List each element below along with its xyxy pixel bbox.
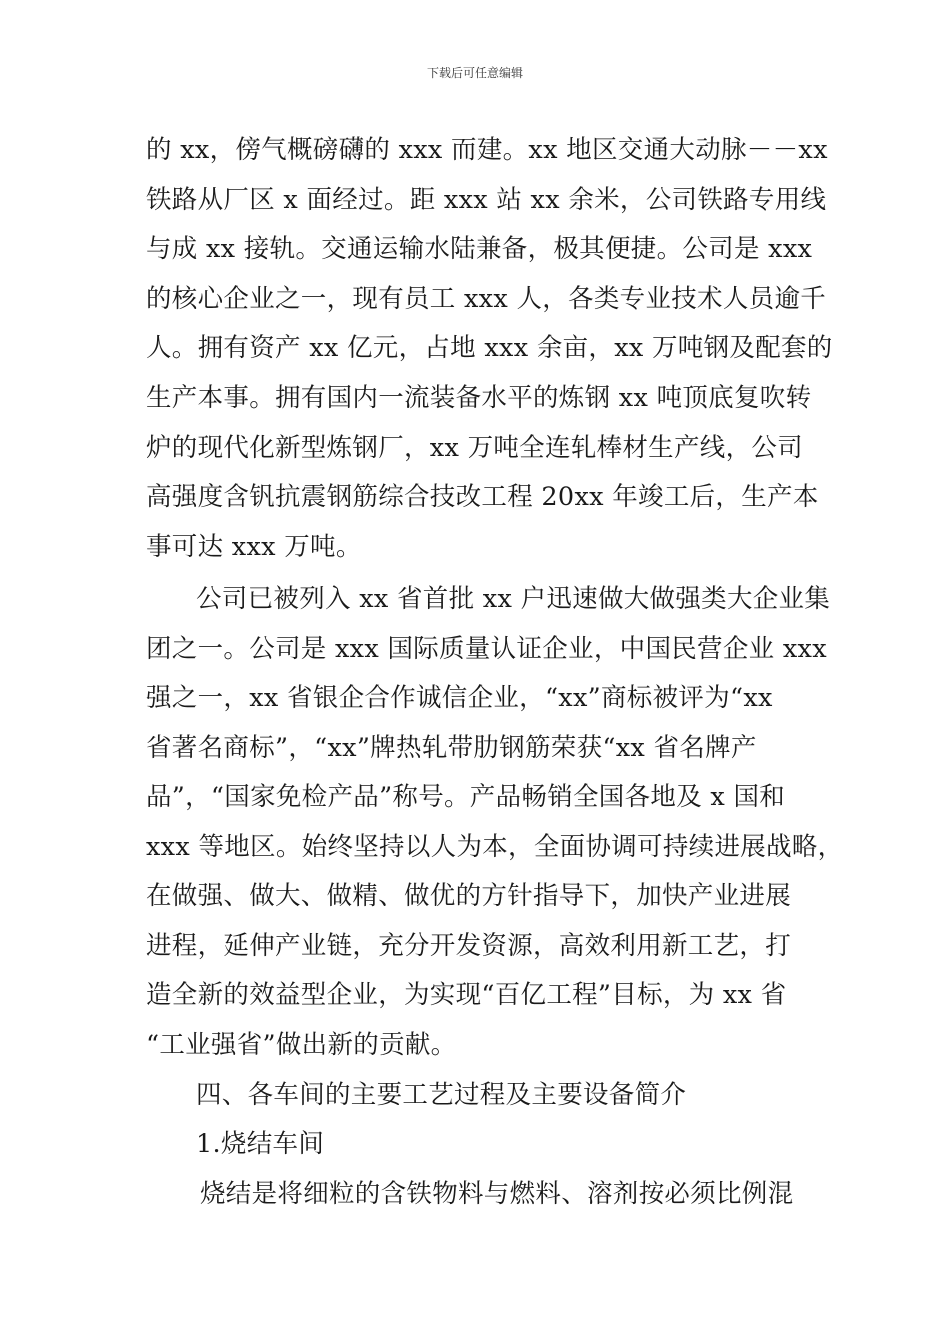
body-text-line: 的 xx，傍气概磅礴的 xxx 而建。xx 地区交通大动脉－－xx: [146, 135, 828, 165]
body-text-line: 生产本事。拥有国内一流装备水平的炼钢 xx 吨顶底复吹转: [146, 383, 812, 413]
page-header: 下载后可任意编辑: [426, 66, 523, 80]
body-text-line: 高强度含钒抗震钢筋综合技改工程 20xx 年竣工后，生产本: [146, 482, 819, 512]
body-text-line: 与成 xx 接轨。交通运输水陆兼备，极其便捷。公司是 xxx: [146, 234, 813, 264]
body-text-line: 省著名商标”，“xx”牌热轧带肋钢筋荣获“xx 省名牌产: [146, 733, 757, 763]
subsection-heading: 1.烧结车间: [196, 1129, 325, 1159]
body-text-line: 团之一。公司是 xxx 国际质量认证企业，中国民营企业 xxx: [146, 634, 827, 664]
body-text-line: 在做强、做大、做精、做优的方针指导下，加快产业进展: [146, 881, 792, 911]
body-text-line: xxx 等地区。始终坚持以人为本，全面协调可持续进展战略，: [146, 832, 844, 862]
section-heading: 四、各车间的主要工艺过程及主要设备简介: [196, 1080, 687, 1110]
body-text-line: 炉的现代化新型炼钢厂，xx 万吨全连轧棒材生产线，公司: [146, 433, 803, 463]
body-text-line: 品”，“国家免检产品”称号。产品畅销全国各地及 x 国和: [146, 782, 786, 812]
body-text-line: 事可达 xxx 万吨。: [146, 532, 362, 562]
body-text-line: “工业强省”做出新的贡献。: [146, 1030, 457, 1060]
body-text-line: 的核心企业之一，现有员工 xxx 人，各类专业技术人员逾千: [146, 284, 827, 314]
paragraph-first-line: 公司已被列入 xx 省首批 xx 户迅速做大做强类大企业集: [196, 584, 831, 614]
body-text-line: 进程，延伸产业链，充分开发资源，高效利用新工艺，打: [146, 931, 792, 961]
body-text-line: 铁路从厂区 x 面经过。距 xxx 站 xx 余米，公司铁路专用线: [146, 185, 827, 215]
body-text-line: 人。拥有资产 xx 亿元，占地 xxx 余亩，xx 万吨钢及配套的: [146, 333, 833, 363]
paragraph-first-line: 烧结是将细粒的含铁物料与燃料、溶剂按必须比例混: [200, 1179, 794, 1209]
body-text-line: 强之一，xx 省银企合作诚信企业，“xx”商标被评为“xx: [146, 683, 773, 713]
body-text-line: 造全新的效益型企业，为实现“百亿工程”目标，为 xx 省: [146, 980, 787, 1010]
